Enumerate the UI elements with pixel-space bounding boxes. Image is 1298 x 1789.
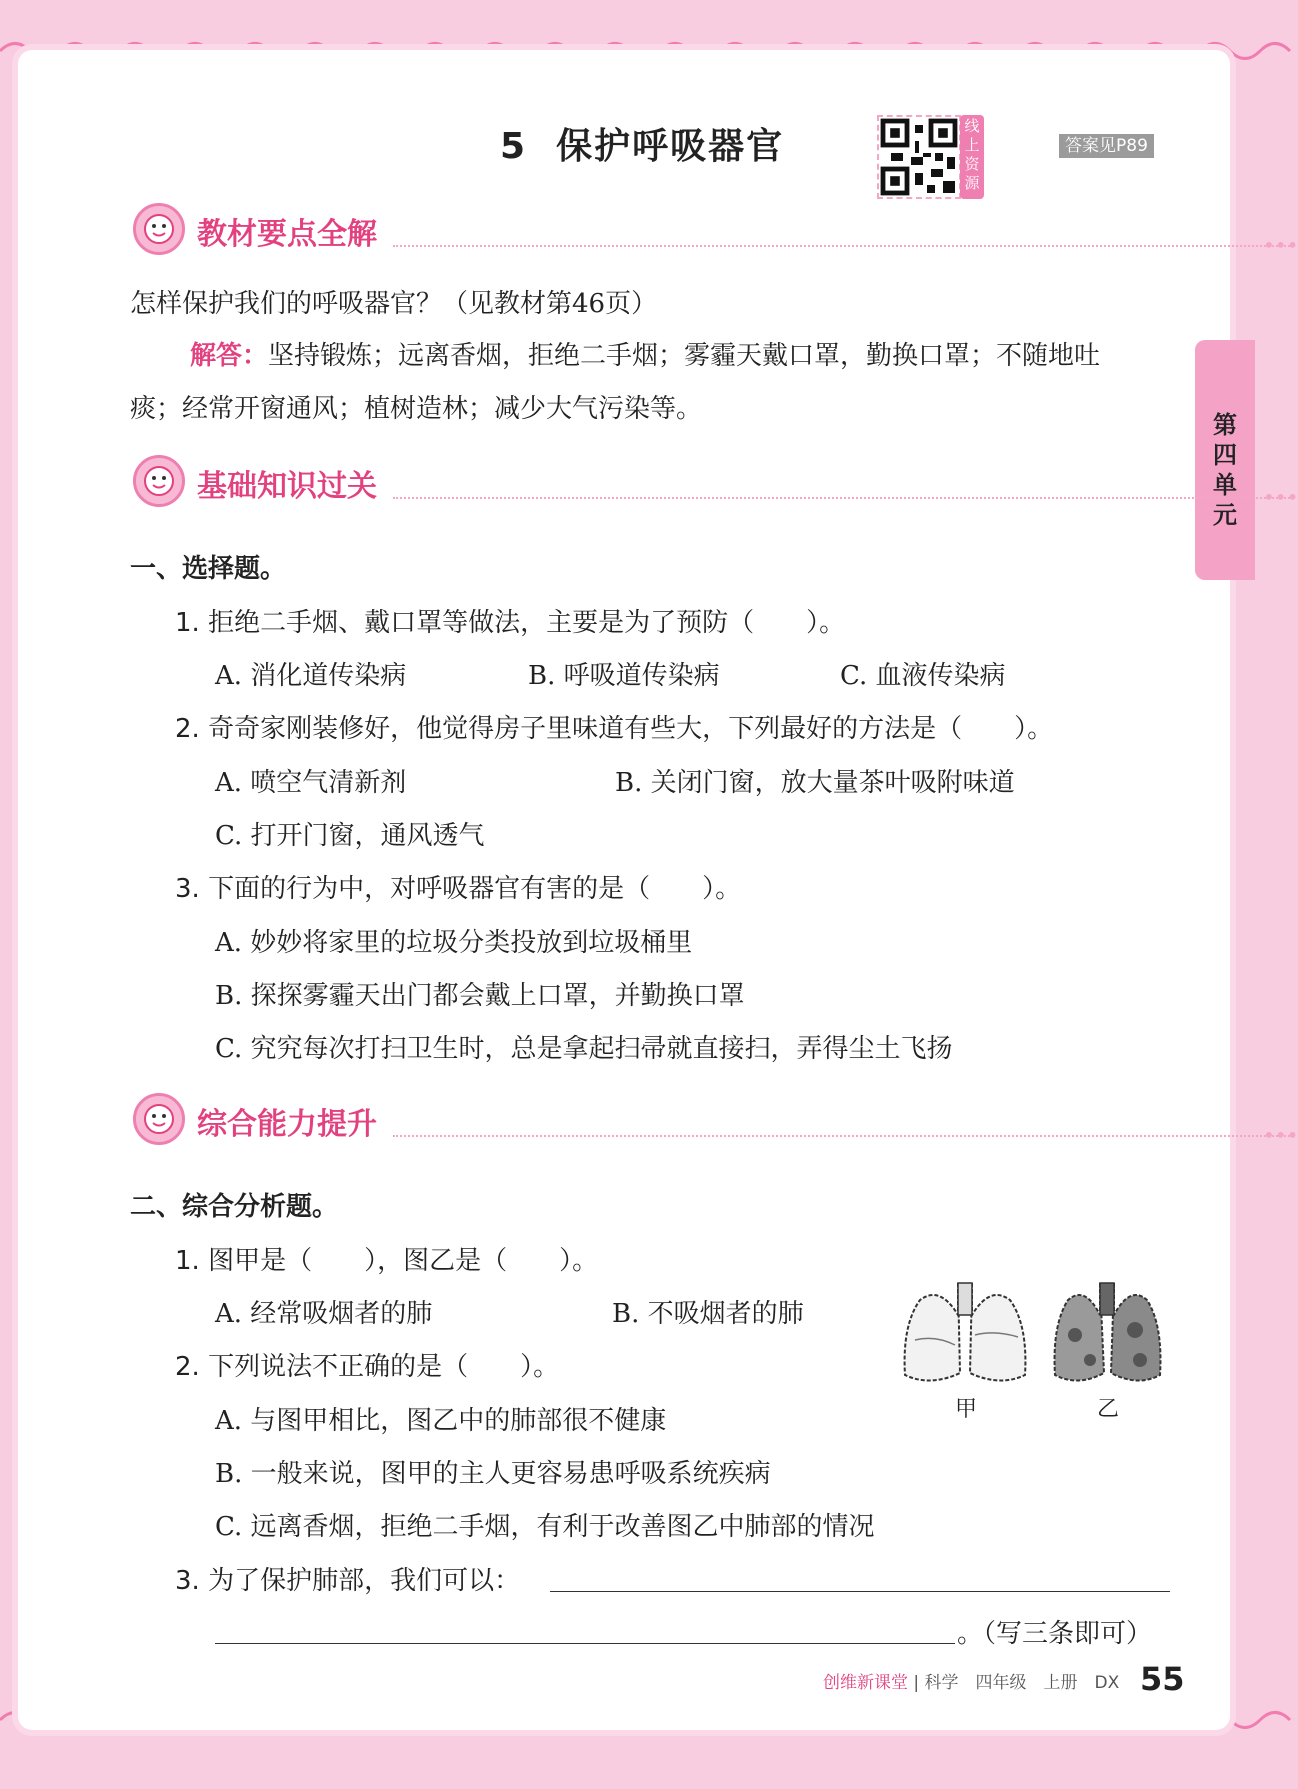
divider-dots-icon: ••• bbox=[1263, 485, 1298, 509]
section-header-key-points bbox=[133, 203, 1298, 257]
p2-q1-option-b[interactable]: B. 不吸烟者的肺 bbox=[612, 1299, 804, 1329]
p2-q2-option-c[interactable]: C. 远离香烟，拒绝二手烟，有利于改善图乙中肺部的情况 bbox=[215, 1512, 875, 1542]
section-header-basic-knowledge bbox=[133, 455, 1298, 509]
question-text: 下面的行为中，对呼吸器官有害的是（ ）。 bbox=[208, 874, 742, 904]
key-answer-line1 bbox=[190, 335, 1100, 372]
healthy-lung-figure bbox=[900, 1275, 1030, 1390]
figure-label-jia: 甲 bbox=[955, 1397, 978, 1422]
smoker-lung-figure bbox=[1050, 1275, 1165, 1390]
question-text: 图甲是（ ），图乙是（ ）。 bbox=[208, 1246, 599, 1276]
question-number: 1. bbox=[175, 608, 200, 638]
section-title: 综合能力提升 bbox=[197, 1107, 377, 1142]
p1-q3-stem bbox=[175, 868, 741, 905]
p1-q3-option-c[interactable]: C. 究究每次打扫卫生时，总是拿起扫帚就直接扫，弄得尘土飞扬 bbox=[215, 1034, 953, 1064]
qr-code-icon[interactable] bbox=[877, 115, 961, 199]
p1-q3-option-a[interactable]: A. 妙妙将家里的垃圾分类投放到垃圾桶里 bbox=[215, 928, 693, 958]
lesson-title-text: 保护呼吸器官 bbox=[556, 126, 785, 167]
online-resource-tag: 线上资源 bbox=[960, 115, 984, 199]
p2-q2-stem bbox=[175, 1346, 559, 1383]
key-question: 怎样保护我们的呼吸器官？（见教材第46页） bbox=[130, 289, 658, 319]
p2-q1-stem bbox=[175, 1240, 598, 1277]
answer-blank-line-2[interactable] bbox=[215, 1643, 955, 1644]
question-text: 奇奇家刚装修好，他觉得房子里味道有些大，下列最好的方法是（ ）。 bbox=[208, 714, 1054, 744]
answer-reference-badge: 答案见P89 bbox=[1059, 134, 1154, 158]
p2-q3-stem bbox=[175, 1560, 520, 1597]
p1-q1-option-b[interactable]: B. 呼吸道传染病 bbox=[528, 661, 720, 691]
answer-text-1: 坚持锻炼；远离香烟，拒绝二手烟；雾霾天戴口罩，勤换口罩；不随地吐 bbox=[268, 341, 1101, 371]
question-text: 下列说法不正确的是（ ）。 bbox=[208, 1352, 560, 1382]
unit-side-tab-label: 第四单元 bbox=[1213, 411, 1237, 529]
p1-q1-stem bbox=[175, 602, 845, 639]
section-divider bbox=[393, 1135, 1293, 1137]
p2-q2-option-a[interactable]: A. 与图甲相比，图乙中的肺部很不健康 bbox=[215, 1406, 667, 1436]
lesson-title bbox=[500, 118, 784, 169]
answer-label: 解答： bbox=[190, 341, 269, 371]
question-number: 2. bbox=[175, 714, 200, 744]
p2-q2-option-b[interactable]: B. 一般来说，图甲的主人更容易患呼吸系统疾病 bbox=[215, 1459, 771, 1489]
p1-q2-stem bbox=[175, 708, 1053, 745]
p1-q1-option-c[interactable]: C. 血液传染病 bbox=[840, 661, 1006, 691]
page-number: 55 bbox=[1140, 1660, 1185, 1698]
section-title: 教材要点全解 bbox=[197, 217, 377, 252]
section-divider bbox=[393, 497, 1293, 499]
lesson-number: 5 bbox=[500, 126, 528, 167]
figure-label-yi: 乙 bbox=[1097, 1397, 1120, 1422]
question-number: 1. bbox=[175, 1246, 200, 1276]
question-number: 3. bbox=[175, 874, 200, 904]
footer-brand: 创维新课堂 bbox=[823, 1673, 908, 1693]
mascot-icon bbox=[133, 1093, 185, 1145]
p1-q2-option-a[interactable]: A. 喷空气清新剂 bbox=[215, 768, 407, 798]
p2-q3-tail: 。（写三条即可） bbox=[957, 1619, 1153, 1649]
part2-heading: 二、综合分析题。 bbox=[130, 1192, 339, 1222]
footer-info bbox=[823, 1668, 1119, 1693]
section-title: 基础知识过关 bbox=[197, 469, 377, 504]
question-text: 拒绝二手烟、戴口罩等做法，主要是为了预防（ ）。 bbox=[208, 608, 846, 638]
p1-q1-option-a[interactable]: A. 消化道传染病 bbox=[215, 661, 407, 691]
section-header-comprehensive bbox=[133, 1093, 1298, 1147]
question-number: 3. bbox=[175, 1566, 200, 1596]
question-text: 为了保护肺部，我们可以： bbox=[208, 1566, 521, 1596]
footer-book-info: | 科学 四年级 上册 DX bbox=[913, 1673, 1120, 1693]
key-answer-line2: 痰；经常开窗通风；植树造林；减少大气污染等。 bbox=[130, 394, 703, 424]
question-number: 2. bbox=[175, 1352, 200, 1382]
unit-side-tab bbox=[1195, 340, 1255, 580]
answer-blank-line-1[interactable] bbox=[550, 1591, 1170, 1592]
p1-q2-option-c[interactable]: C. 打开门窗，通风透气 bbox=[215, 821, 485, 851]
p2-q1-option-a[interactable]: A. 经常吸烟者的肺 bbox=[215, 1299, 433, 1329]
p1-q3-option-b[interactable]: B. 探探雾霾天出门都会戴上口罩，并勤换口罩 bbox=[215, 981, 745, 1011]
p1-q2-option-b[interactable]: B. 关闭门窗，放大量茶叶吸附味道 bbox=[615, 768, 1015, 798]
mascot-icon bbox=[133, 203, 185, 255]
divider-dots-icon: ••• bbox=[1263, 1123, 1298, 1147]
section-divider bbox=[393, 245, 1293, 247]
part1-heading: 一、选择题。 bbox=[130, 554, 287, 584]
mascot-icon bbox=[133, 455, 185, 507]
divider-dots-icon: ••• bbox=[1263, 233, 1298, 257]
